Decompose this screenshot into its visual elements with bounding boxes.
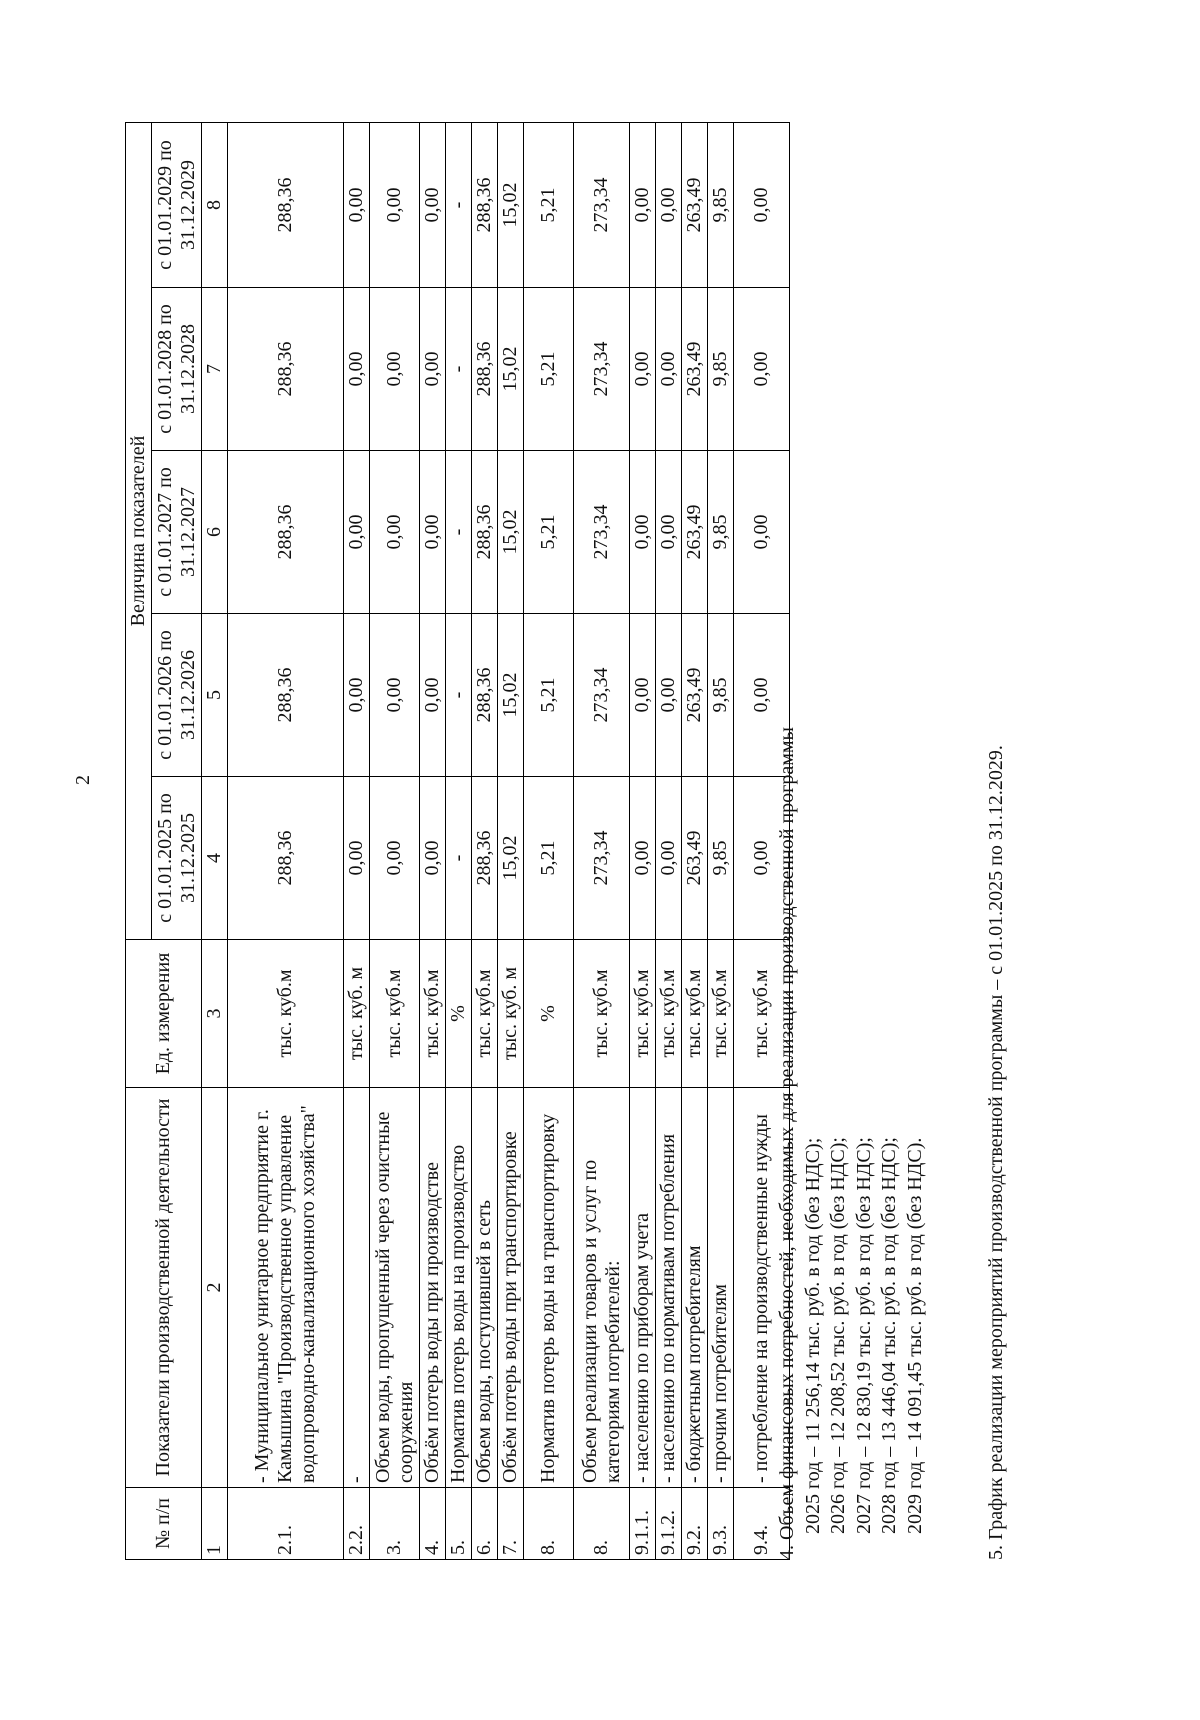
table-row xyxy=(656,123,682,1560)
row-value: 288,36 xyxy=(228,288,344,451)
page-number: 2 xyxy=(72,775,94,785)
row-value: 0,00 xyxy=(344,123,370,288)
row-indicator: Норматив потерь воды на производство xyxy=(446,1088,472,1488)
indicators-table xyxy=(125,122,790,1560)
row-value: 0,00 xyxy=(656,777,682,940)
column-number: 8 xyxy=(202,123,228,288)
row-value: 273,34 xyxy=(574,777,630,940)
header-col-no: № п/п xyxy=(126,1488,202,1560)
table-row xyxy=(524,123,574,1560)
financial-needs-year: 2028 год – 13 446,04 тыс. руб. в год (без НДС); xyxy=(878,1137,901,1534)
row-value: 0,00 xyxy=(370,451,420,614)
row-value: 15,02 xyxy=(498,451,524,614)
row-value: 0,00 xyxy=(420,288,446,451)
row-indicator: - xyxy=(344,1088,370,1488)
row-value: 0,00 xyxy=(630,288,656,451)
row-unit: % xyxy=(524,940,574,1088)
row-value: 5,21 xyxy=(524,288,574,451)
row-unit: тыс. куб.м xyxy=(420,940,446,1088)
row-indicator: Норматив потерь воды на транспортировку xyxy=(524,1088,574,1488)
header-col-unit: Ед. измерения xyxy=(126,940,202,1088)
row-unit: тыс. куб.м xyxy=(708,940,734,1088)
row-value: 0,00 xyxy=(344,777,370,940)
row-value: 288,36 xyxy=(472,777,498,940)
table-header xyxy=(126,123,228,1560)
row-indicator: - бюджетным потребителям xyxy=(682,1088,708,1488)
row-value: 0,00 xyxy=(630,614,656,777)
row-indicator: Объём потерь воды при транспортировке xyxy=(498,1088,524,1488)
table-row xyxy=(228,123,344,1560)
row-value: 15,02 xyxy=(498,614,524,777)
row-number: 3. xyxy=(370,1488,420,1560)
row-value: 288,36 xyxy=(228,614,344,777)
row-value: 5,21 xyxy=(524,777,574,940)
table-row xyxy=(420,123,446,1560)
row-number: 6. xyxy=(472,1488,498,1560)
row-value: 0,00 xyxy=(630,123,656,288)
row-value: 0,00 xyxy=(344,451,370,614)
financial-needs-heading: 4. Объем финансовых потребностей, необходимых для реализации производственной программы xyxy=(776,727,798,1560)
row-value: 263,49 xyxy=(682,288,708,451)
row-value: - xyxy=(446,123,472,288)
row-value: 263,49 xyxy=(682,451,708,614)
row-value: 0,00 xyxy=(630,451,656,614)
row-number: 9.4. xyxy=(734,1488,790,1560)
row-value: 5,21 xyxy=(524,451,574,614)
table-row xyxy=(498,123,524,1560)
row-value: - xyxy=(446,777,472,940)
row-value: 0,00 xyxy=(420,123,446,288)
row-value: 288,36 xyxy=(472,123,498,288)
row-value: 288,36 xyxy=(228,123,344,288)
row-value: 0,00 xyxy=(344,614,370,777)
row-value: 9,85 xyxy=(708,451,734,614)
row-indicator: - населению по нормативам потребления xyxy=(656,1088,682,1488)
row-value: 288,36 xyxy=(228,777,344,940)
row-value: 0,00 xyxy=(344,288,370,451)
row-value: 263,49 xyxy=(682,614,708,777)
header-row-column-numbers xyxy=(202,123,228,1560)
row-value: 0,00 xyxy=(370,777,420,940)
row-value: - xyxy=(446,451,472,614)
row-unit: тыс. куб. м xyxy=(344,940,370,1088)
row-number: 8. xyxy=(524,1488,574,1560)
header-group-label: Величина показателей xyxy=(126,123,152,940)
table-row xyxy=(344,123,370,1560)
row-indicator: Объем воды, пропущенный через очистные сооружения xyxy=(370,1088,420,1488)
row-value: 5,21 xyxy=(524,123,574,288)
row-value: 273,34 xyxy=(574,614,630,777)
row-unit: тыс. куб.м xyxy=(630,940,656,1088)
row-value: 273,34 xyxy=(574,123,630,288)
financial-needs-year: 2027 год – 12 830,19 тыс. руб. в год (без НДС); xyxy=(852,1137,875,1534)
column-number: 1 xyxy=(202,1488,228,1560)
row-value: 0,00 xyxy=(656,288,682,451)
row-value: 9,85 xyxy=(708,777,734,940)
column-number: 3 xyxy=(202,940,228,1088)
table-row xyxy=(682,123,708,1560)
row-value: 288,36 xyxy=(472,288,498,451)
row-value: 15,02 xyxy=(498,123,524,288)
row-indicator: Объем реализации товаров и услуг по категориям потребителей: xyxy=(574,1088,630,1488)
row-unit: тыс. куб.м xyxy=(682,940,708,1088)
row-value: 0,00 xyxy=(370,288,420,451)
row-unit: % xyxy=(446,940,472,1088)
row-value: - xyxy=(446,288,472,451)
header-period: с 01.01.2025 по 31.12.2025 xyxy=(152,777,202,940)
table-row xyxy=(472,123,498,1560)
row-value: 5,21 xyxy=(524,614,574,777)
row-number: 9.2. xyxy=(682,1488,708,1560)
column-number: 2 xyxy=(202,1088,228,1488)
row-indicator: Объем воды, поступившей в сеть xyxy=(472,1088,498,1488)
row-value: 0,00 xyxy=(734,777,790,940)
row-value: 0,00 xyxy=(420,777,446,940)
column-number: 6 xyxy=(202,451,228,614)
row-number: 9.1.1. xyxy=(630,1488,656,1560)
row-value: 0,00 xyxy=(370,614,420,777)
schedule-section: 5. График реализации мероприятий производственной программы – с 01.01.2025 по 31.12.2029. xyxy=(985,745,1007,1560)
financial-needs-section xyxy=(775,120,929,1560)
row-value: 288,36 xyxy=(472,614,498,777)
row-number: 5. xyxy=(446,1488,472,1560)
header-period: с 01.01.2026 по 31.12.2026 xyxy=(152,614,202,777)
row-value: 0,00 xyxy=(734,614,790,777)
financial-needs-year: 2025 год – 11 256,14 тыс. руб. в год (без НДС); xyxy=(801,1137,824,1534)
header-period: с 01.01.2027 по 31.12.2027 xyxy=(152,451,202,614)
row-value: 15,02 xyxy=(498,777,524,940)
row-unit: тыс. куб.м xyxy=(734,940,790,1088)
row-number: 4. xyxy=(420,1488,446,1560)
financial-needs-year: 2029 год – 14 091,45 тыс. руб. в год (без НДС). xyxy=(903,1137,926,1534)
row-indicator: - потребление на производственные нужды xyxy=(734,1088,790,1488)
row-value: 0,00 xyxy=(656,123,682,288)
row-indicator: - прочим потребителям xyxy=(708,1088,734,1488)
row-unit: тыс. куб.м xyxy=(370,940,420,1088)
row-value: 288,36 xyxy=(472,451,498,614)
row-value: 0,00 xyxy=(734,288,790,451)
row-number: 2.2. xyxy=(344,1488,370,1560)
row-unit: тыс. куб. м xyxy=(498,940,524,1088)
row-value: - xyxy=(446,614,472,777)
row-value: 0,00 xyxy=(734,451,790,614)
header-row-group xyxy=(126,123,152,1560)
column-number: 4 xyxy=(202,777,228,940)
row-value: 9,85 xyxy=(708,614,734,777)
row-unit: тыс. куб.м xyxy=(574,940,630,1088)
row-value: 273,34 xyxy=(574,288,630,451)
table-row xyxy=(630,123,656,1560)
table-body xyxy=(228,123,790,1560)
row-indicator: Объём потерь воды при производстве xyxy=(420,1088,446,1488)
row-value: 273,34 xyxy=(574,451,630,614)
row-number: 9.3. xyxy=(708,1488,734,1560)
row-value: 15,02 xyxy=(498,288,524,451)
row-value: 0,00 xyxy=(656,451,682,614)
row-unit: тыс. куб.м xyxy=(656,940,682,1088)
row-value: 263,49 xyxy=(682,777,708,940)
table-row xyxy=(370,123,420,1560)
header-period: с 01.01.2029 по 31.12.2029 xyxy=(152,123,202,288)
table-row xyxy=(708,123,734,1560)
row-value: 9,85 xyxy=(708,123,734,288)
row-value: 0,00 xyxy=(734,123,790,288)
row-value: 9,85 xyxy=(708,288,734,451)
row-number: 2.1. xyxy=(228,1488,344,1560)
row-indicator: - Муниципальное унитарное предприятие г. Камышина "Производственное управление водопроводно-канализационного хозяйства" xyxy=(228,1088,344,1488)
row-unit: тыс. куб.м xyxy=(228,940,344,1088)
row-indicator: - населению по приборам учета xyxy=(630,1088,656,1488)
row-value: 0,00 xyxy=(370,123,420,288)
indicators-table-wrap xyxy=(125,123,790,1560)
header-period: с 01.01.2028 по 31.12.2028 xyxy=(152,288,202,451)
row-unit: тыс. куб.м xyxy=(472,940,498,1088)
row-number: 8. xyxy=(574,1488,630,1560)
row-number: 9.1.2. xyxy=(656,1488,682,1560)
row-value: 263,49 xyxy=(682,123,708,288)
row-value: 0,00 xyxy=(630,777,656,940)
row-value: 0,00 xyxy=(656,614,682,777)
financial-needs-year: 2026 год – 12 208,52 тыс. руб. в год (без НДС); xyxy=(827,1137,850,1534)
header-col-name: Показатели производственной деятельности xyxy=(126,1088,202,1488)
row-value: 288,36 xyxy=(228,451,344,614)
column-number: 7 xyxy=(202,288,228,451)
table-row xyxy=(446,123,472,1560)
column-number: 5 xyxy=(202,614,228,777)
table-row xyxy=(574,123,630,1560)
row-value: 0,00 xyxy=(420,451,446,614)
row-value: 0,00 xyxy=(420,614,446,777)
row-number: 7. xyxy=(498,1488,524,1560)
